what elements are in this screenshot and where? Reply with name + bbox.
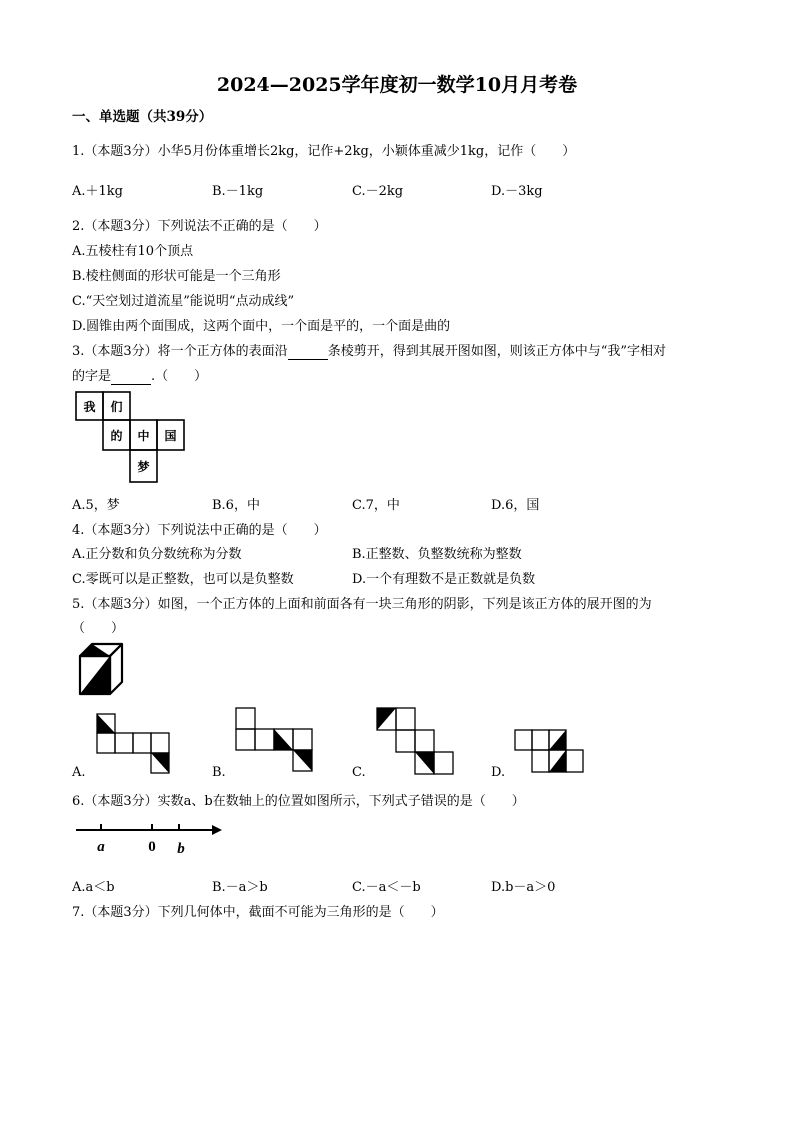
q4-option-d: D.一个有理数不是正数就是负数 — [352, 572, 536, 587]
q3-option-b: B.6，中 — [212, 498, 260, 513]
q3-cube-net-figure — [76, 392, 186, 487]
axis-arrow — [212, 825, 222, 835]
q5-cube-figure — [78, 642, 126, 697]
q6-option-c: C.－a＜－b — [352, 880, 421, 895]
q3-option-a: A.5，梦 — [72, 498, 120, 513]
net-c-shade-1 — [377, 708, 396, 730]
net-d-shade-2 — [549, 750, 566, 772]
q6-option-a: A.a＜b — [72, 880, 115, 895]
net-char-meng: 梦 — [137, 460, 150, 474]
net-b-shade-2 — [293, 750, 312, 771]
net-char-men: 们 — [110, 400, 123, 414]
net-c-shade-2 — [415, 752, 434, 774]
q5-option-b-net — [235, 707, 315, 773]
q2-option-d: D.圆锥由两个面围成，这两个面中，一个面是平的，一个面是曲的 — [72, 319, 451, 334]
q4-option-b: B.正整数、负整数统称为整数 — [352, 547, 522, 562]
q5-option-a: A. — [72, 765, 86, 780]
label-a: a — [97, 839, 105, 855]
q5-option-c: C. — [352, 765, 366, 780]
question-5-stem-line1: 5.（本题3分）如图，一个正方体的上面和前面各有一块三角形的阴影，下列是该正方体的展开图的为 — [72, 597, 652, 612]
net-b-shade-1 — [274, 729, 293, 750]
q4-option-c: C.零既可以是正整数，也可以是负整数 — [72, 572, 294, 587]
question-3-stem-line1 — [72, 340, 666, 360]
net-char-guo: 国 — [164, 429, 177, 443]
net-a-shade-1 — [97, 714, 115, 733]
question-4-stem: 4.（本题3分）下列说法中正确的是（ ） — [72, 523, 327, 538]
question-5-stem-line2: （ ） — [72, 621, 125, 636]
net-d-shade-1 — [549, 730, 566, 750]
q3-option-c: C.7，中 — [352, 498, 400, 513]
label-b: b — [177, 841, 185, 857]
q4-option-a: A.正分数和负分数统称为分数 — [72, 547, 242, 562]
page-title: 2024—2025学年度初一数学10月月考卷 — [216, 74, 578, 96]
q2-option-b: B.棱柱侧面的形状可能是一个三角形 — [72, 269, 281, 284]
q3-stem-part2: 条棱剪开，得到其展开图如图，则该正方体中与“我”字相对 — [327, 344, 666, 359]
net-char-de: 的 — [110, 429, 123, 443]
q1-option-d: D.－3kg — [491, 184, 543, 199]
question-6-stem: 6.（本题3分）实数a、b在数轴上的位置如图所示，下列式子错误的是（ ） — [72, 794, 525, 809]
q3-stem-line2-part1: 的字是 — [72, 369, 112, 384]
net-char-zhong: 中 — [137, 429, 150, 443]
q6-number-line — [74, 818, 224, 860]
q5-option-c-net — [376, 707, 456, 777]
net-char-wo: 我 — [83, 400, 96, 414]
q2-option-c: C.“天空划过道流星”能说明“点动成线” — [72, 294, 295, 309]
q2-option-a: A.五棱柱有10个顶点 — [72, 244, 194, 259]
q5-option-d-net — [514, 729, 586, 775]
q3-stem-line2-part2: .（ ） — [151, 369, 208, 384]
q5-option-d: D. — [491, 765, 506, 780]
q5-option-b: B. — [212, 765, 226, 780]
q3-blank-1 — [288, 344, 328, 360]
question-3-stem-line2 — [72, 365, 207, 385]
q3-blank-2 — [111, 369, 151, 385]
q3-option-d: D.6，国 — [491, 498, 540, 513]
question-7-stem: 7.（本题3分）下列几何体中，截面不可能为三角形的是（ ） — [72, 905, 444, 920]
q6-option-d: D.b－a＞0 — [491, 880, 556, 895]
q1-option-b: B.－1kg — [212, 184, 264, 199]
question-2-stem: 2.（本题3分）下列说法不正确的是（ ） — [72, 219, 327, 234]
q1-option-a: A.＋1kg — [72, 184, 123, 199]
cube-side-face — [110, 644, 122, 694]
label-zero: 0 — [148, 839, 156, 855]
q5-option-a-net — [96, 713, 172, 775]
question-1-stem: 1.（本题3分）小华5月份体重增长2kg，记作+2kg，小颖体重减少1kg，记作（ ） — [72, 144, 576, 159]
section-heading: 一、单选题（共39分） — [72, 109, 213, 125]
q3-stem-part1: 3.（本题3分）将一个正方体的表面沿 — [72, 344, 288, 359]
q6-option-b: B.－a＞b — [212, 880, 268, 895]
cube-front-shade — [80, 656, 110, 694]
q1-option-c: C.－2kg — [352, 184, 404, 199]
net-a-shade-2 — [151, 753, 169, 773]
